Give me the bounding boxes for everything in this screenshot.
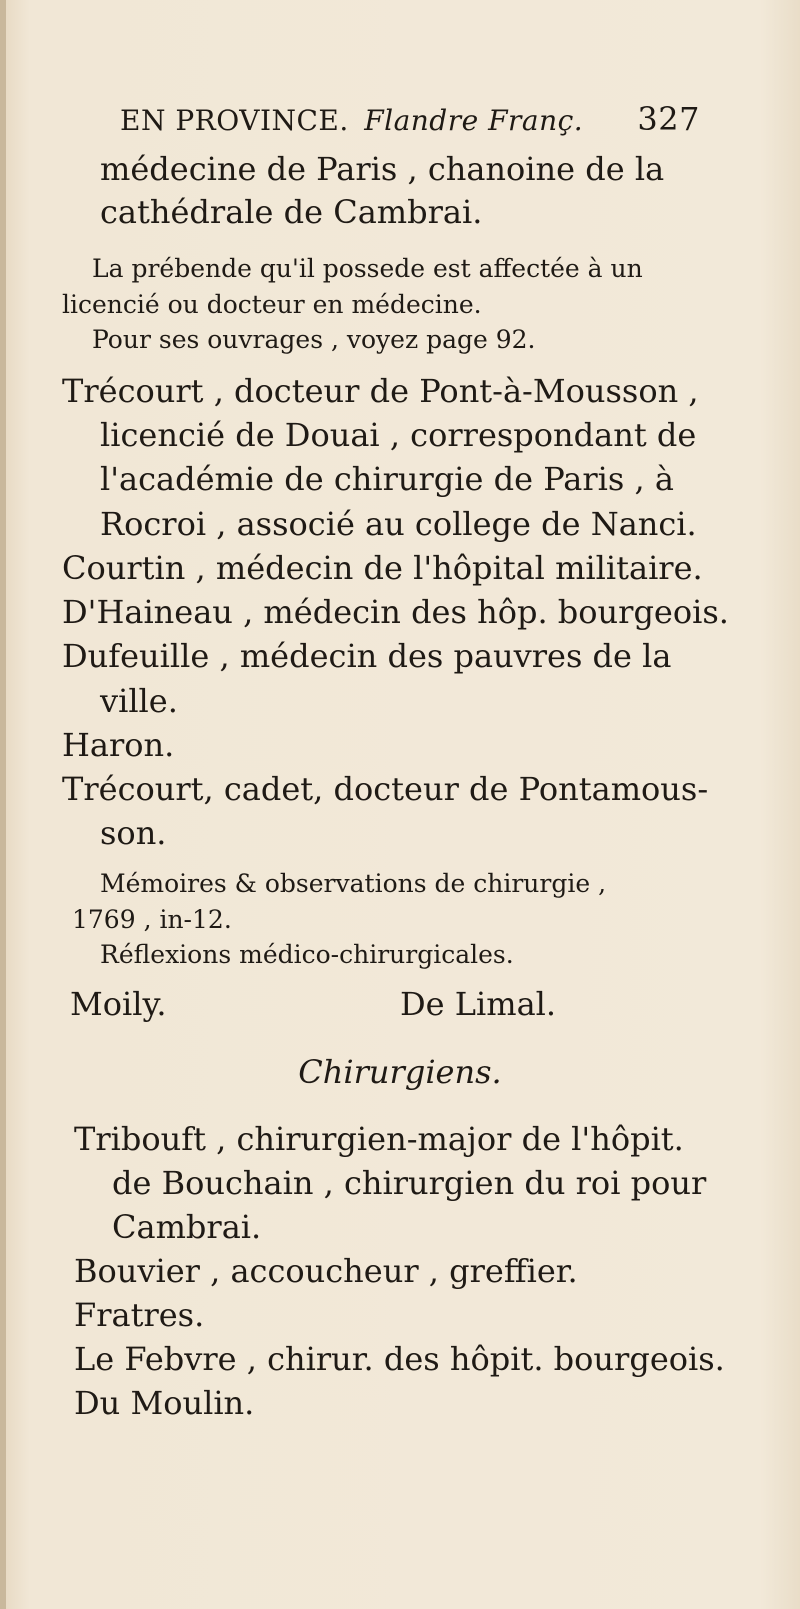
section-title: Flandre Franç. [364, 104, 584, 137]
note-line: La prébende qu'il possede est affectée à un [92, 254, 643, 283]
running-title-group [120, 104, 583, 137]
note-line: Réflexions médico-chirurgicales. [100, 940, 514, 969]
page-spine-edge [0, 0, 6, 1609]
text-line: Bouvier , accoucheur , greffier. [74, 1252, 578, 1290]
text-line: Trécourt , docteur de Pont-à-Mousson , [62, 372, 699, 410]
text-line: l'académie de chirurgie de Paris , à [100, 460, 674, 498]
note-line: licencié ou docteur en médecine. [62, 290, 482, 319]
text-line: Fratres. [74, 1296, 205, 1334]
note-line: Pour ses ouvrages , voyez page 92. [92, 325, 536, 354]
text-line: Tribouft , chirurgien-major de l'hôpit. [74, 1120, 684, 1158]
text-line: De Limal. [400, 985, 557, 1023]
text-line: Cambrai. [112, 1208, 262, 1246]
running-title: EN PROVINCE. [120, 104, 349, 137]
text-line: Dufeuille , médecin des pauvres de la [62, 637, 672, 675]
text-line: ville. [100, 682, 178, 720]
note-line: Mémoires & observations de chirurgie , [100, 869, 607, 898]
text-line: Du Moulin. [74, 1384, 255, 1422]
text-line: son. [100, 814, 167, 852]
note-line: 1769 , in-12. [72, 905, 232, 934]
text-line: de Bouchain , chirurgien du roi pour [112, 1164, 707, 1202]
text-line: médecine de Paris , chanoine de la [100, 150, 665, 188]
section-heading: Chirurgiens. [298, 1053, 502, 1091]
text-line: licencié de Douai , correspondant de [100, 416, 697, 454]
text-line: Trécourt, cadet, docteur de Pontamous- [62, 770, 709, 808]
running-header [120, 100, 700, 140]
page-number: 327 [637, 100, 700, 138]
text-line: Rocroi , associé au college de Nanci. [100, 505, 697, 543]
text-line: Haron. [62, 726, 175, 764]
text-line: D'Haineau , médecin des hôp. bourgeois. [62, 593, 729, 631]
text-line: Courtin , médecin de l'hôpital militaire. [62, 549, 703, 587]
text-line: cathédrale de Cambrai. [100, 193, 483, 231]
text-line: Le Febvre , chirur. des hôpit. bourgeois. [74, 1340, 725, 1378]
text-line: Moily. [70, 985, 167, 1023]
